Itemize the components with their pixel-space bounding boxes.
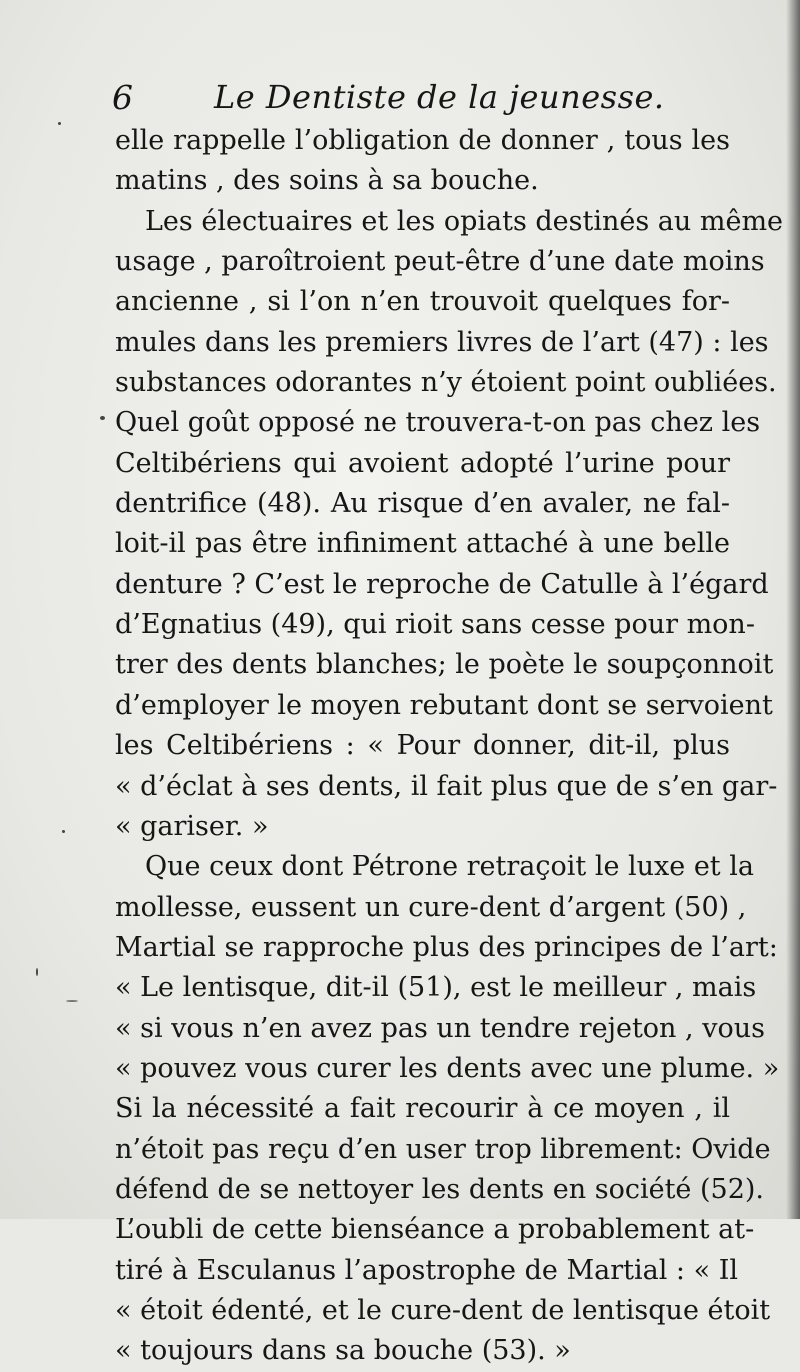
text-line: trer des dents blanches; le poète le soupçonnoit <box>115 649 774 681</box>
page-number: 6 <box>112 78 133 117</box>
text-line: « gariser. » <box>115 810 269 842</box>
text-line: d’employer le moyen rebutant dont se servoient <box>115 689 773 721</box>
text-line: L’oubli de cette bienséance a probablement at- <box>115 1214 755 1246</box>
text-line: mules dans les premiers livres de l’art (47) : les <box>115 326 769 358</box>
text-line: ancienne , si l’on n’en trouvoit quelques for- <box>115 286 730 318</box>
text-line: elle rappelle l’obligation de donner , tous les <box>115 125 730 156</box>
paper-speck <box>100 416 105 420</box>
text-line: défend de se nettoyer les dents en société (52). <box>115 1173 765 1205</box>
text-line: « Le lentisque, dit-il (51), est le meilleur , mais <box>115 972 757 1004</box>
text-line: loit-il pas être infiniment attaché à une belle <box>115 528 730 560</box>
text-line: Que ceux dont Pétrone retraçoit le luxe et la <box>145 851 754 883</box>
text-line: « étoit édenté, et le cure-dent de lentisque étoit <box>115 1294 771 1326</box>
text-line: dentrifice (48). Au risque d’en avaler, ne fal- <box>115 488 730 520</box>
running-title: Le Dentiste de la jeunesse. <box>214 78 665 116</box>
text-line: « toujours dans sa bouche (53). » <box>115 1335 571 1367</box>
text-line: Les électuaires et les opiats destinés au même <box>145 205 784 237</box>
paper-speck <box>36 968 38 976</box>
text-line: les Celtibériens : « Pour donner, dit-il, plus <box>115 730 730 762</box>
text-line: substances odorantes n’y étoient point oubliées. <box>115 367 777 399</box>
text-line: Si la nécessité a fait recourir à ce moyen , il <box>115 1093 730 1125</box>
text-line: denture ? C’est le reproche de Catulle à l’égard <box>115 568 769 600</box>
text-line: Martial se rapproche plus des principes de l’art: <box>115 931 778 963</box>
text-line: d’Egnatius (49), qui rioit sans cesse pour mon- <box>115 609 755 641</box>
page-edge-shadow <box>786 0 800 1219</box>
paper-speck <box>58 122 61 125</box>
paper-speck <box>66 1000 78 1002</box>
text-line: Celtibériens qui avoient adopté l’urine pour <box>115 447 730 479</box>
text-line: usage , paroîtroient peut-être d’une date moins <box>115 246 765 278</box>
paper-speck <box>62 830 65 833</box>
text-line: « d’éclat à ses dents, il fait plus que de s’en gar- <box>115 770 778 802</box>
text-line: « pouvez vous curer les dents avec une plume. » <box>115 1052 780 1084</box>
text-line: matins , des soins à sa bouche. <box>115 165 539 197</box>
text-line: tiré à Esculanus l’apostrophe de Martial : « Il <box>115 1254 738 1286</box>
body-text <box>115 121 784 1372</box>
text-line: n’étoit pas reçu d’en user trop librement: Ovide <box>115 1133 771 1165</box>
text-line: Quel goût opposé ne trouvera-t-on pas chez les <box>115 407 761 439</box>
text-line: « si vous n’en avez pas un tendre rejeton , vous <box>115 1012 765 1044</box>
text-line: mollesse, eussent un cure-dent d’argent (50) , <box>115 891 747 923</box>
page-header <box>112 78 665 124</box>
